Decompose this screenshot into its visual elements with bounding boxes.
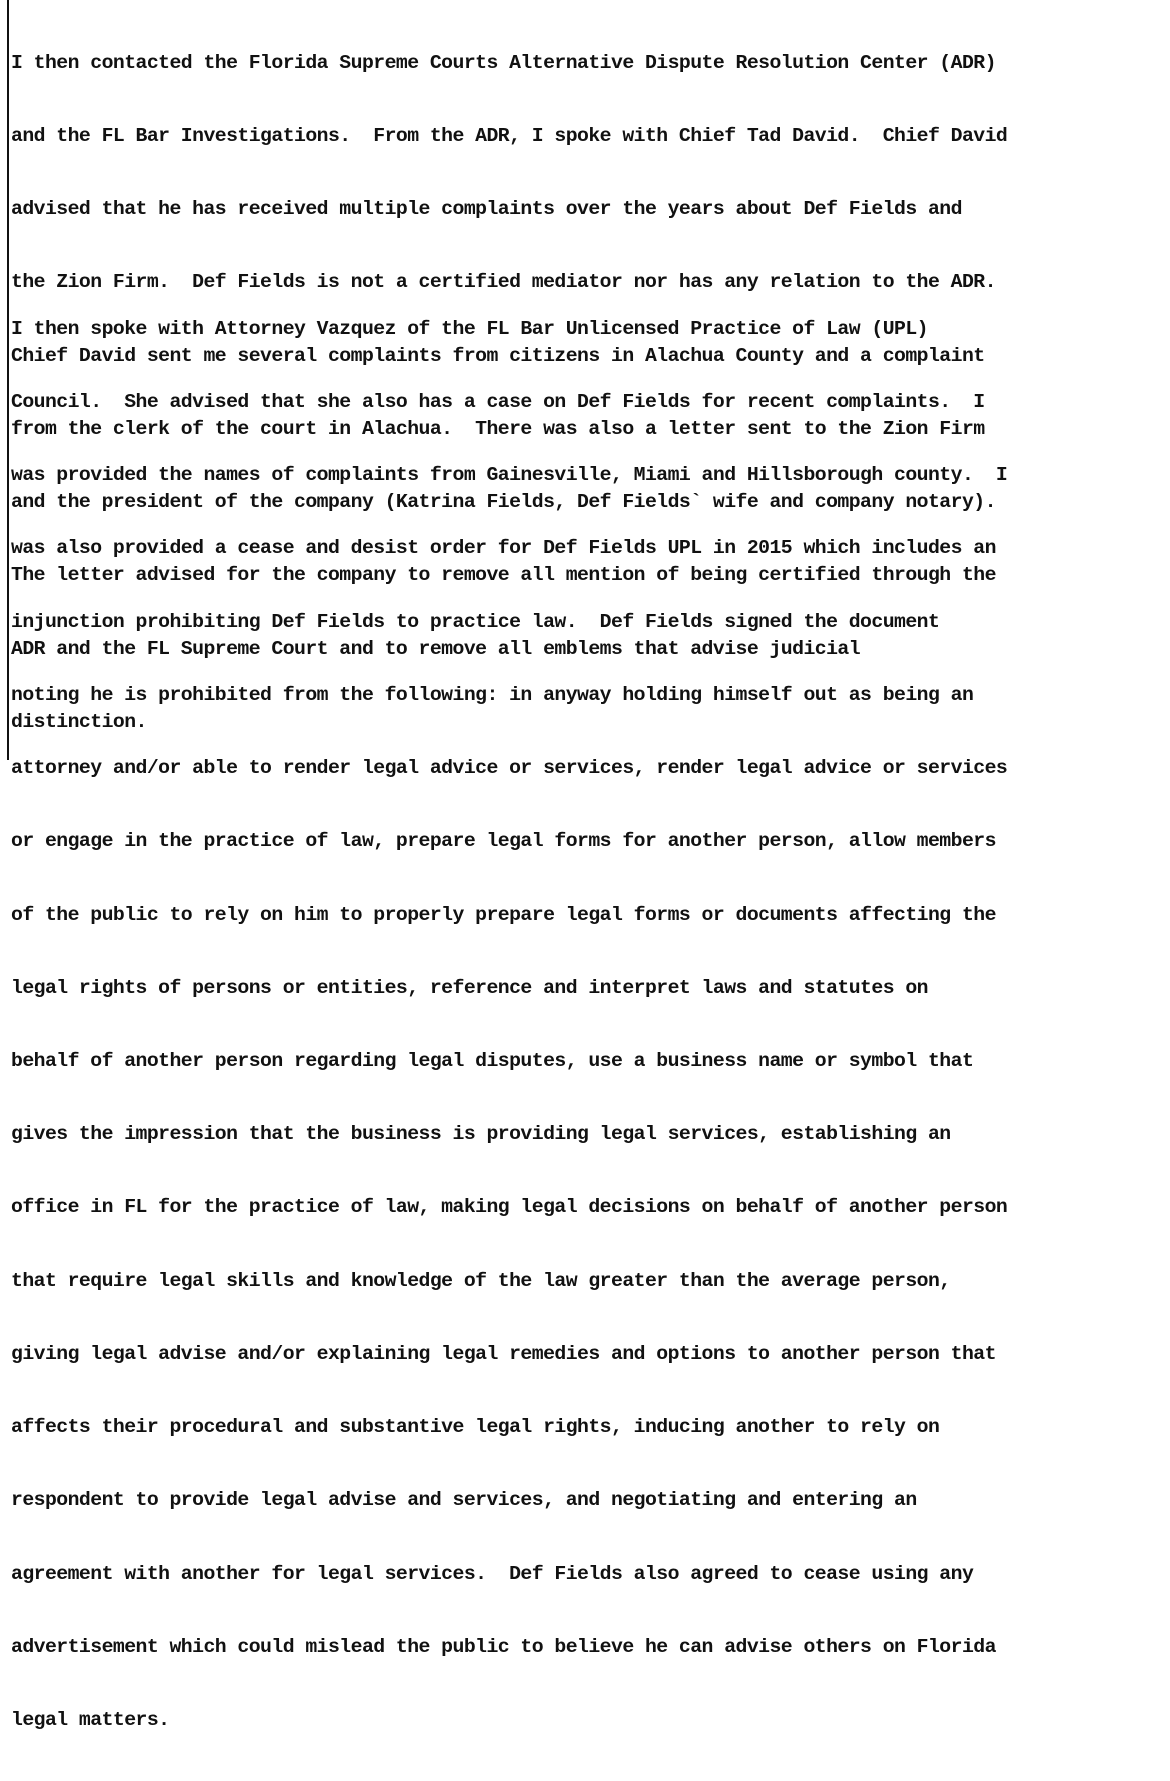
text-line: affects their procedural and substantive legal rights, inducing another to rely on bbox=[11, 1416, 940, 1439]
text-line: legal rights of persons or entities, reference and interpret laws and statutes on bbox=[11, 976, 928, 999]
text-line: Chief David sent me several complaints from citizens in Alachua County and a complaint bbox=[11, 344, 985, 367]
text-line: Council. She advised that she also has a case on Def Fields for recent complaints. I bbox=[11, 391, 985, 414]
text-line: behalf of another person regarding legal disputes, use a business name or symbol that bbox=[11, 1050, 974, 1072]
text-line: attorney and/or able to render legal advice or services, render legal advice or services bbox=[11, 757, 1008, 780]
text-line: was provided the names of complaints from Gainesville, Miami and Hillsborough county. I bbox=[11, 464, 1008, 487]
text-line: gives the impression that the business is providing legal services, establishing an bbox=[11, 1123, 951, 1146]
text-line: that require legal skills and knowledge of the law greater than the average person, bbox=[11, 1269, 951, 1292]
text-line: or engage in the practice of law, prepare legal forms for another person, allow members bbox=[11, 830, 996, 853]
text-line: I then contacted the Florida Supreme Courts Alternative Dispute Resolution Center (ADR) bbox=[11, 51, 996, 74]
text-line: advised that he has received multiple complaints over the years about Def Fields and bbox=[11, 198, 962, 221]
text-line: noting he is prohibited from the following: in anyway holding himself out as being an bbox=[11, 683, 974, 706]
text-line: injunction prohibiting Def Fields to practice law. Def Fields signed the document bbox=[11, 610, 940, 633]
text-line: office in FL for the practice of law, making legal decisions on behalf of another person bbox=[11, 1196, 1008, 1219]
text-line: of the public to rely on him to properly prepare legal forms or documents affecting the bbox=[11, 903, 996, 926]
text-line: ADR and the FL Supreme Court and to remove all emblems that advise judicial bbox=[11, 637, 861, 660]
text-line: giving legal advise and/or explaining legal remedies and options to another person that bbox=[11, 1342, 996, 1365]
text-line: The letter advised for the company to remove all mention of being certified through the bbox=[11, 564, 996, 587]
text-line: from the clerk of the court in Alachua. There was also a letter sent to the Zion Firm bbox=[11, 417, 985, 440]
left-margin-line bbox=[7, 0, 9, 760]
text-line: legal matters. bbox=[11, 1708, 170, 1731]
text-line: respondent to provide legal advise and services, and negotiating and entering an bbox=[11, 1489, 917, 1512]
text-line: was also provided a cease and desist order for Def Fields UPL in 2015 which includes an bbox=[11, 537, 996, 560]
text-line: I then spoke with Attorney Vazquez of the FL Bar Unlicensed Practice of Law (UPL) bbox=[11, 317, 928, 340]
text-line: and the president of the company (Katrina Fields, Def Fields` wife and company notary). bbox=[11, 491, 996, 514]
text-line: advertisement which could mislead the public to believe he can advise others on Florida bbox=[11, 1635, 996, 1658]
text-line: the Zion Firm. Def Fields is not a certified mediator nor has any relation to the ADR. bbox=[11, 271, 996, 294]
text-line: and the FL Bar Investigations. From the ADR, I spoke with Chief Tad David. Chief David bbox=[11, 125, 1008, 148]
paragraph-upl-council bbox=[11, 268, 1007, 1781]
text-line: distinction. bbox=[11, 710, 147, 733]
text-line: agreement with another for legal services. Def Fields also agreed to cease using any bbox=[11, 1562, 974, 1585]
